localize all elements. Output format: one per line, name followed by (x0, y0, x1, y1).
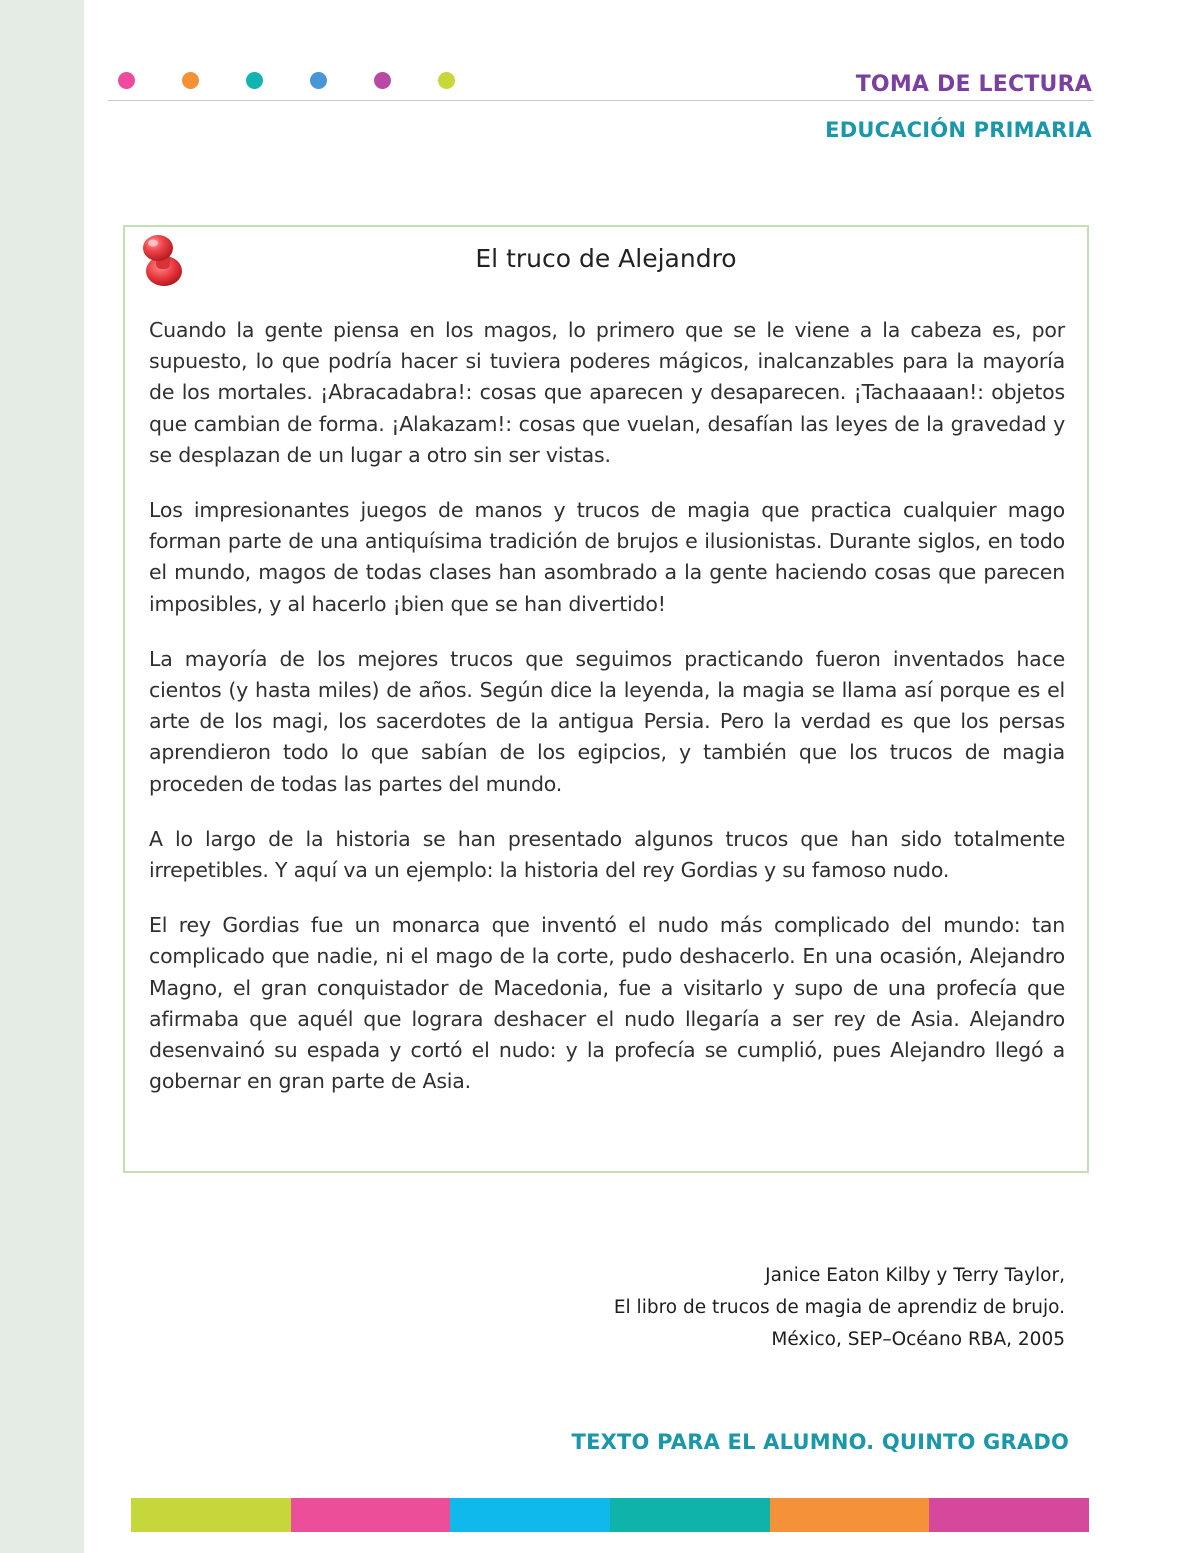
footer-color-strip (131, 1498, 1089, 1532)
header-dot (246, 72, 263, 89)
story-body (149, 315, 1065, 1121)
footer-label: TEXTO PARA EL ALUMNO. QUINTO GRADO (571, 1430, 1069, 1454)
header-title: TOMA DE LECTURA (855, 72, 1092, 97)
header-dot (310, 72, 327, 89)
header-divider (108, 100, 1094, 101)
citation-authors: Janice Eaton Kilby y Terry Taylor, (765, 1265, 1065, 1286)
story-title: El truco de Alejandro (475, 244, 737, 273)
citation-book: El libro de trucos de magia de aprendiz de brujo. (613, 1297, 1065, 1318)
header-dot (182, 72, 199, 89)
story-paragraph: La mayoría de los mejores trucos que seguimos practicando fueron inventados hace cientos (y hasta miles) de años. Según dice la leyenda, la magia se llama así porque es el arte de los magi, los sacerdotes de la antigua Persia. Pero la verdad es que los persas aprendieron todo lo que sabían de los egipcios, y también que los trucos de magia proceden de todas las partes del mundo. (149, 646, 1065, 796)
story-paragraph: A lo largo de la historia se han presentado algunos trucos que han sido totalmente irrepetibles. Y aquí va un ejemplo: la historia del rey Gordias y su famoso nudo. (149, 826, 1065, 883)
color-strip-segment (610, 1498, 770, 1532)
left-margin-bar (0, 0, 84, 1553)
citation (365, 1260, 1065, 1356)
color-strip-segment (770, 1498, 930, 1532)
color-strip-segment (131, 1498, 291, 1532)
story-paragraph: El rey Gordias fue un monarca que inventó el nudo más complicado del mundo: tan complicado que nadie, ni el mago de la corte, pudo deshacerlo. En una ocasión, Alejandro Magno, el gran conquistador de Macedonia, fue a visitarlo y supo de una profecía que afirmaba que aquél que lograra deshacer el nudo llegaría a ser rey de Asia. Alejandro desenvainó su espada y cortó el nudo: y la profecía se cumplió, pues Alejandro llegó a gobernar en gran parte de Asia. (149, 913, 1065, 1094)
citation-publisher: México, SEP–Océano RBA, 2005 (771, 1329, 1065, 1350)
header-dot (374, 72, 391, 89)
header-subtitle: EDUCACIÓN PRIMARIA (825, 118, 1092, 142)
color-strip-segment (291, 1498, 451, 1532)
color-strip-segment (450, 1498, 610, 1532)
header-dot (438, 72, 455, 89)
header-dots (118, 72, 478, 90)
story-paragraph: Cuando la gente piensa en los magos, lo primero que se le viene a la cabeza es, por supuesto, lo que podría hacer si tuviera poderes mágicos, inalcanzables para la mayoría de los mortales. ¡Abracadabra!: cosas que aparecen y desaparecen. ¡Tachaaaan!: objetos que cambian de forma. ¡Alakazam!: cosas que vuelan, desafían las leyes de la gravedad y se desplazan de un lugar a otro sin ser vistas. (149, 318, 1065, 467)
story-paragraph: Los impresionantes juegos de manos y trucos de magia que practica cualquier mago forman parte de una antiquísima tradición de brujos e ilusionistas. Durante siglos, en todo el mundo, magos de todas clases han asombrado a la gente haciendo cosas que parecen imposibles, y al hacerlo ¡bien que se han divertido! (149, 498, 1065, 616)
color-strip-segment (929, 1498, 1089, 1532)
header-dot (118, 72, 135, 89)
